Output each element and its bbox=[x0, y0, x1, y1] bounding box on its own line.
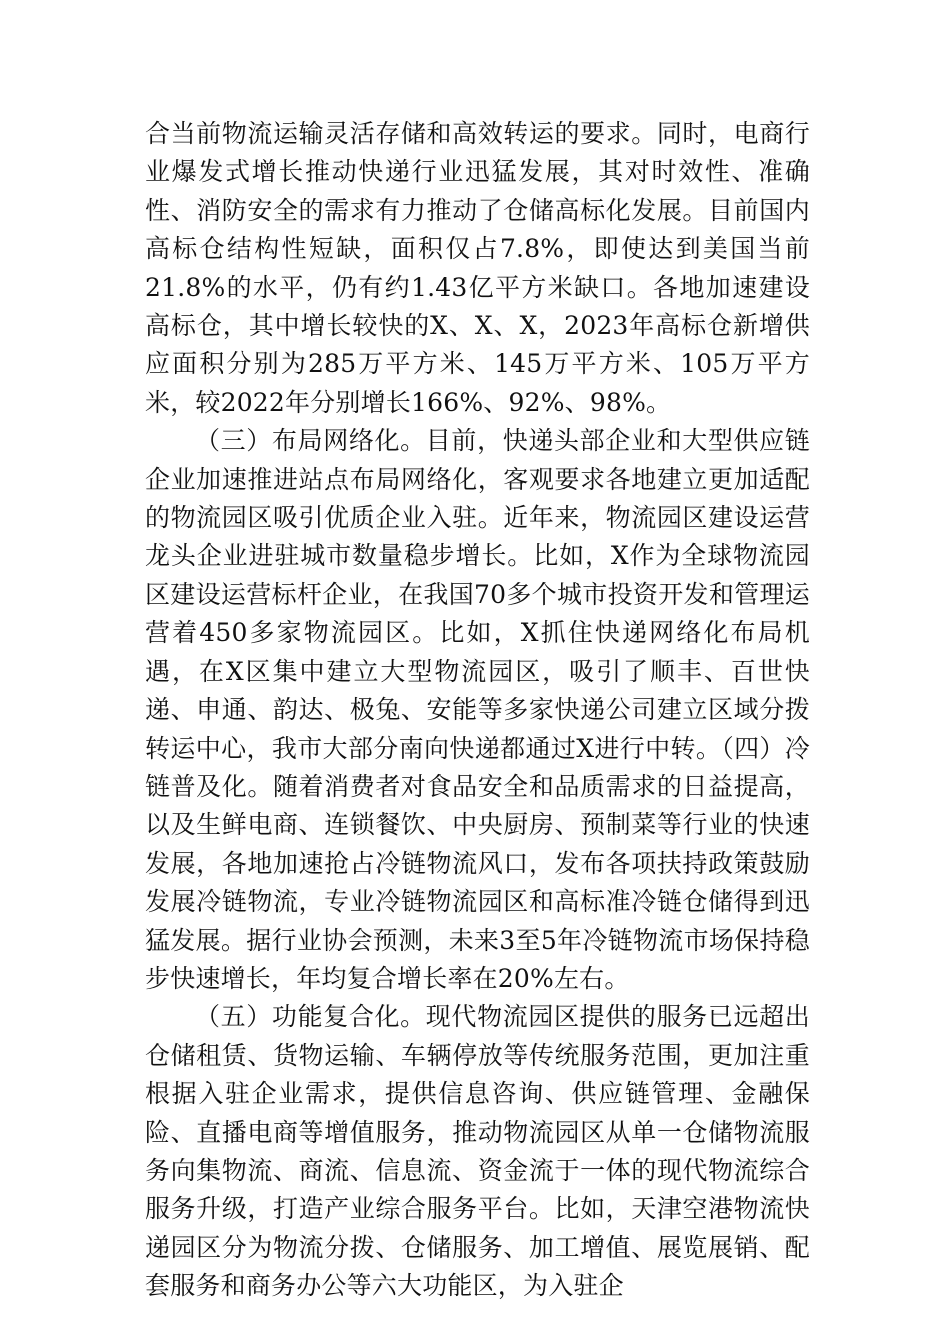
body-text bbox=[145, 115, 810, 1306]
paragraph-continued: 合当前物流运输灵活存储和高效转运的要求。同时，电商行业爆发式增长推动快递行业迅猛发展，其对时效性、准确性、消防安全的需求有力推动了仓储高标化发展。目前国内高标仓结构性短缺，面积仅占7.8%，即使达到美国当前21.8%的水平，仍有约1.43亿平方米缺口。各地加速建设高标仓，其中增长较快的X、X、X，2023年高标仓新增供应面积分别为285万平方米、145万平方米、105万平方米，较2022年分别增长166%、92%、98%。 bbox=[145, 119, 810, 417]
paragraph-layout-network: （三）布局网络化。目前，快递头部企业和大型供应链企业加速推进站点布局网络化，客观要求各地建立更加适配的物流园区吸引优质企业入驻。近年来，物流园区建设运营龙头企业进驻城市数量稳步增长。比如，X作为全球物流园区建设运营标杆企业，在我国70多个城市投资开发和管理运营着450多家物流园区。比如，X抓住快递网络化布局机遇，在X区集中建立大型物流园区，吸引了顺丰、百世快递、申通、韵达、极兔、安能等多家快递公司建立区域分拨转运中心，我市大部分南向快递都通过X进行中转。（四）冷链普及化。随着消费者对食品安全和品质需求的日益提高，以及生鲜电商、连锁餐饮、中央厨房、预制菜等行业的快速发展，各地加速抢占冷链物流风口，发布各项扶持政策鼓励发展冷链物流，专业冷链物流园区和高标准冷链仓储得到迅猛发展。据行业协会预测，未来3至5年冷链物流市场保持稳步快速增长，年均复合增长率在20%左右。 bbox=[145, 426, 810, 993]
paragraph-function-composite: （五）功能复合化。现代物流园区提供的服务已远超出仓储租赁、货物运输、车辆停放等传统服务范围，更加注重根据入驻企业需求，提供信息咨询、供应链管理、金融保险、直播电商等增值服务，推动物流园区从单一仓储物流服务向集物流、商流、信息流、资金流于一体的现代物流综合服务升级，打造产业综合服务平台。比如，天津空港物流快递园区分为物流分拨、仓储服务、加工增值、展览展销、配套服务和商务办公等六大功能区，为入驻企 bbox=[145, 1002, 810, 1301]
